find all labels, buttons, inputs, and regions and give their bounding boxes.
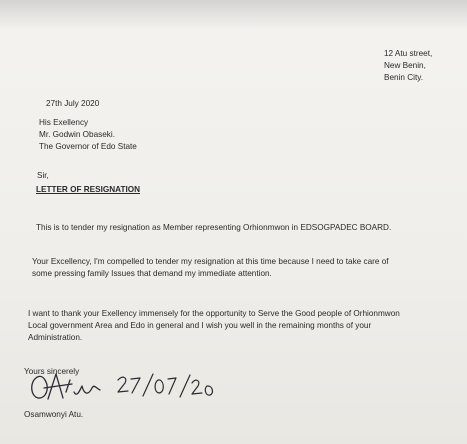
salutation: Sir,	[37, 171, 49, 180]
address-line-2: New Benin,	[384, 61, 426, 70]
paragraph-2-line-2: some pressing family Issues that demand my immediate attention.	[32, 269, 272, 278]
closing: Yours sincerely	[24, 367, 80, 376]
recipient-line-2: Mr. Godwin Obaseki.	[39, 130, 115, 139]
signatory-name: Osamwonyi Atu.	[24, 410, 84, 419]
recipient-line-3: The Governor of Edo State	[39, 142, 137, 151]
letter-date: 27th July 2020	[46, 99, 100, 108]
address-line-3: Benin City.	[384, 73, 423, 82]
paragraph-3-line-1: I want to thank your Exellency immensely for the opportunity to Serve the Good people of Orhionmwon	[28, 309, 400, 318]
recipient-line-1: His Exellency	[39, 118, 89, 127]
paragraph-3-line-3: Administration.	[28, 333, 83, 342]
paragraph-1: This is to tender my resignation as Member representing Orhionmwon in EDSOGPADEC BOARD.	[36, 223, 392, 232]
paragraph-2-line-1: Your Excellency, I'm compelled to tender my resignation at this time because I need to take care of	[32, 257, 389, 266]
letter-subject: LETTER OF RESIGNATION	[36, 185, 141, 194]
address-line-1: 12 Atu street,	[384, 49, 433, 58]
paragraph-3-line-2: Local government Area and Edo in general and I wish you well in the remaining months of your	[28, 321, 372, 330]
